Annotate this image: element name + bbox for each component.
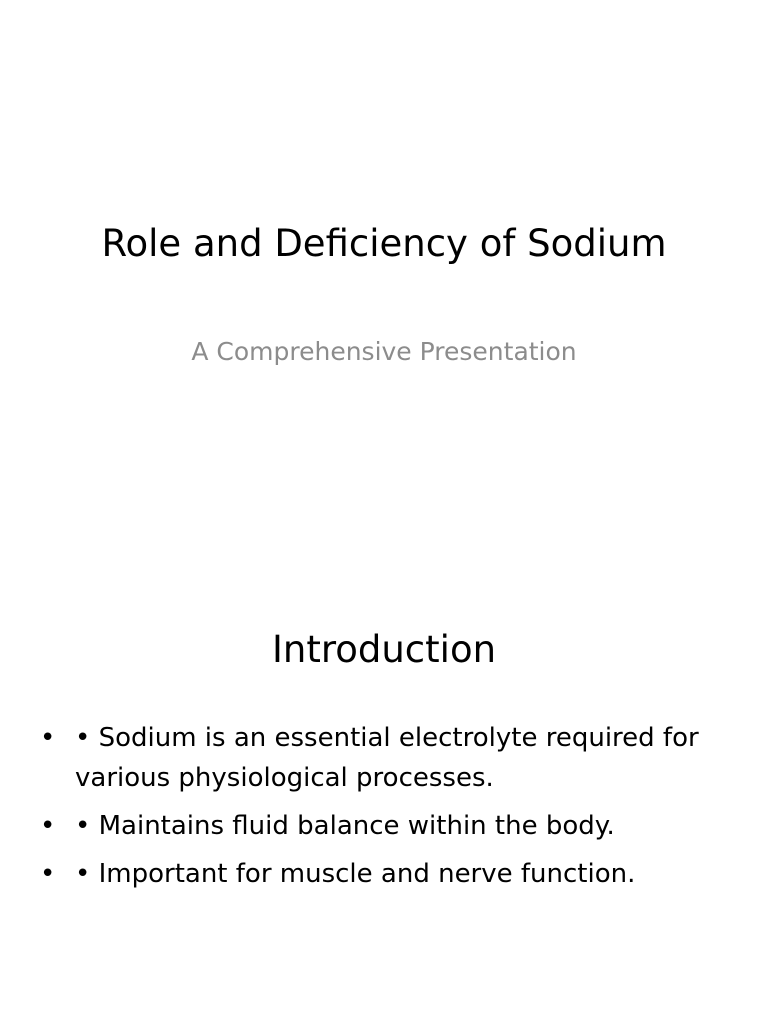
- bullet-text: • Important for muscle and nerve function.: [75, 859, 636, 889]
- bullet-marker: •: [40, 723, 56, 753]
- bullet-list: [40, 718, 720, 902]
- bullet-item: [40, 718, 720, 798]
- bullet-marker: •: [40, 859, 56, 889]
- bullet-text: • Maintains fluid balance within the body.: [75, 811, 615, 841]
- bullet-marker: •: [40, 811, 56, 841]
- bullet-text: • Sodium is an essential electrolyte required for various physiological processes.: [75, 723, 699, 793]
- slide-title: Introduction: [271, 628, 497, 671]
- slide-subtitle: A Comprehensive Presentation: [191, 337, 577, 366]
- bullet-item: [40, 806, 720, 846]
- bullet-item: [40, 854, 720, 894]
- introduction-slide: [0, 512, 768, 1024]
- slide-title: Role and Deficiency of Sodium: [101, 222, 667, 265]
